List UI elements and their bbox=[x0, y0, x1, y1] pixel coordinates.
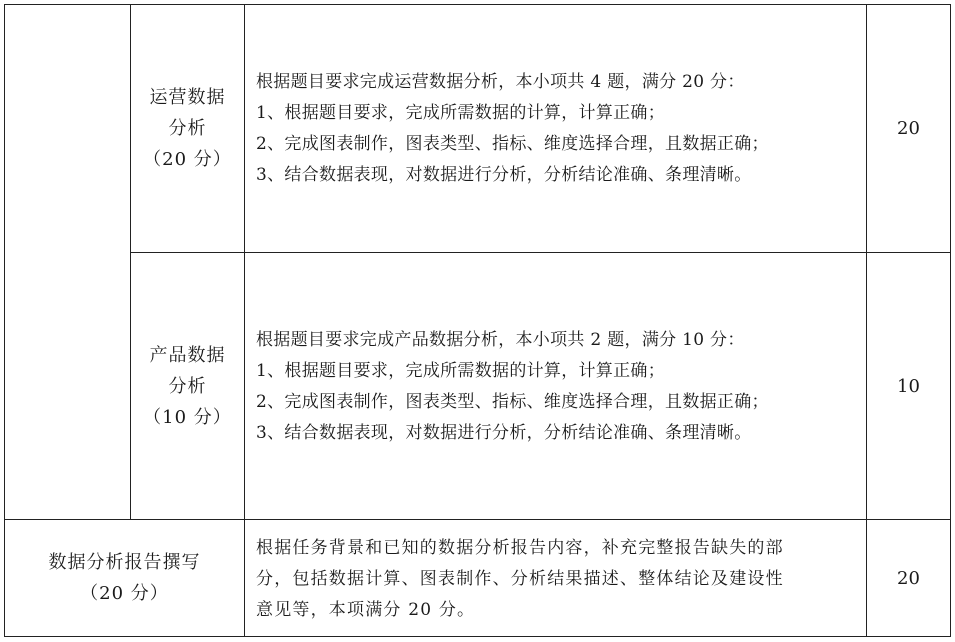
description-line: 1、根据题目要求，完成所需数据的计算，计算正确； bbox=[256, 103, 666, 123]
scoring-table bbox=[4, 4, 951, 637]
score-cell-product bbox=[867, 253, 950, 519]
column-divider-2 bbox=[244, 4, 245, 637]
category-label: 产品数据 bbox=[149, 344, 226, 366]
description-cell-report bbox=[256, 533, 784, 626]
description-line: 1、根据题目要求，完成所需数据的计算，计算正确； bbox=[256, 361, 666, 381]
score-value: 20 bbox=[897, 567, 920, 589]
category-cell-product bbox=[131, 253, 244, 519]
score-value: 20 bbox=[897, 118, 920, 139]
category-points: （20 分） bbox=[80, 583, 169, 604]
description-line: 意见等，本项满分 20 分。 bbox=[256, 600, 476, 620]
description-line: 根据任务背景和已知的数据分析报告内容，补充完整报告缺失的部 bbox=[256, 538, 784, 558]
category-cell-operations bbox=[131, 5, 244, 252]
category-label: 分析 bbox=[168, 118, 207, 139]
description-line: 根据题目要求完成产品数据分析，本小项共 2 题，满分 10 分： bbox=[256, 330, 745, 350]
category-points: （10 分） bbox=[143, 406, 232, 428]
score-cell-operations bbox=[867, 5, 950, 252]
row-divider-1 bbox=[130, 252, 951, 253]
table-border-right bbox=[950, 4, 951, 637]
description-line: 分，包括数据计算、图表制作、分析结果描述、整体结论及建设性 bbox=[256, 569, 784, 589]
category-cell-report bbox=[5, 520, 244, 636]
description-line: 根据题目要求完成运营数据分析，本小项共 4 题，满分 20 分： bbox=[256, 72, 745, 92]
description-line: 2、完成图表制作，图表类型、指标、维度选择合理，且数据正确； bbox=[256, 392, 769, 412]
category-points: （20 分） bbox=[143, 149, 232, 170]
description-line: 3、结合数据表现，对数据进行分析，分析结论准确、条理清晰。 bbox=[256, 165, 752, 185]
description-cell-operations bbox=[256, 67, 769, 191]
category-label: 分析 bbox=[168, 375, 207, 397]
score-value: 10 bbox=[897, 375, 920, 397]
category-label: 运营数据 bbox=[149, 87, 226, 108]
table-border-bottom bbox=[4, 636, 951, 637]
category-label: 数据分析报告撰写 bbox=[48, 552, 201, 573]
score-cell-report bbox=[867, 520, 950, 636]
description-cell-product bbox=[256, 325, 769, 449]
description-line: 2、完成图表制作，图表类型、指标、维度选择合理，且数据正确； bbox=[256, 134, 769, 154]
description-line: 3、结合数据表现，对数据进行分析，分析结论准确、条理清晰。 bbox=[256, 423, 752, 443]
